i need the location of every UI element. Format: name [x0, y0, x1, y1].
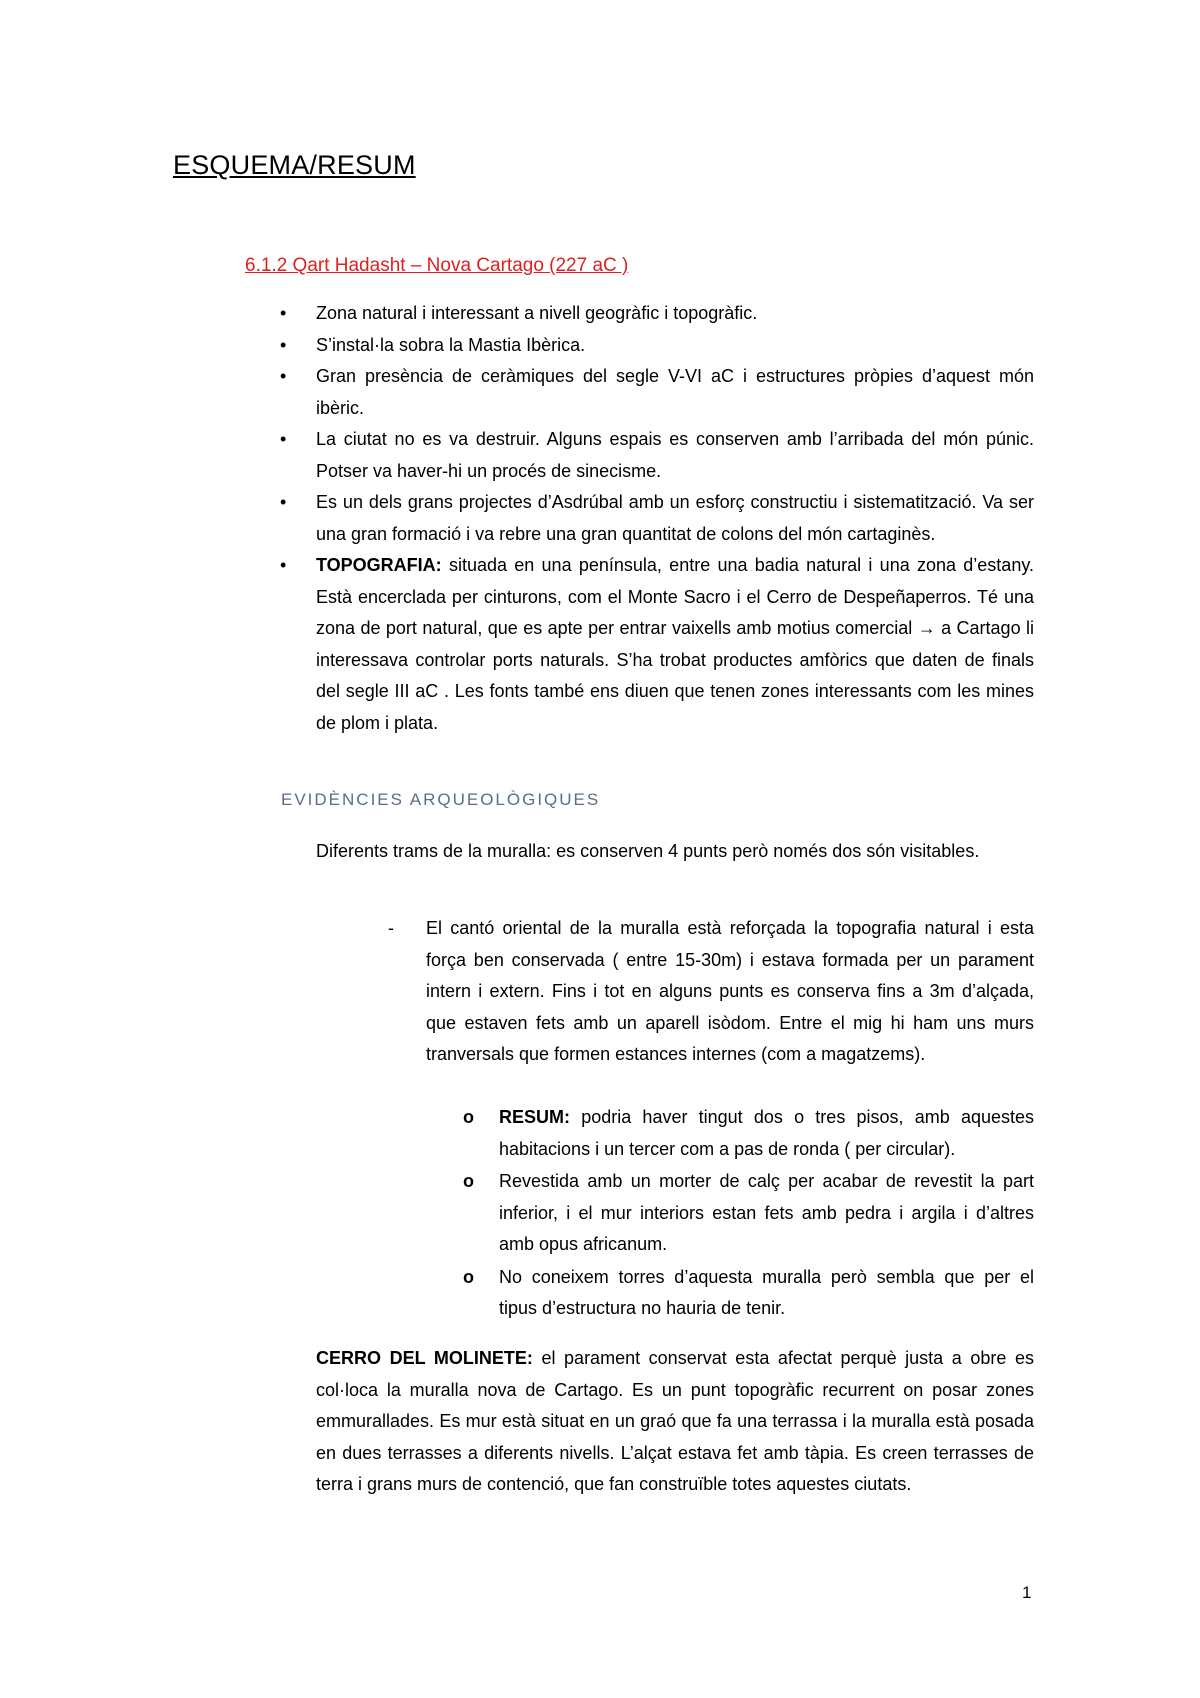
list-item: • Es un dels grans projectes d’Asdrúbal amb un esforç constructiu i sistematització. Va ser una gran formació i va rebre una gran quantitat de colons del món cartaginès. [316, 487, 1034, 550]
bullet-list [316, 298, 1034, 739]
subsection-heading: EVIDÈNCIES ARQUEOLÒGIQUES [281, 790, 601, 809]
page-title: ESQUEMA/RESUM [173, 150, 416, 180]
molinete-paragraph: CERRO DEL MOLINETE: el parament conservat esta afectat perquè justa a obre es col·loca la muralla nova de Cartago. Es un punt topogràfic recurrent on posar zones emmurallades. Es mur està situat en un graó que fa una terrassa i la muralla està posada en dues terrasses a diferents nivells. L’alçat estava fet amb tàpia. Es creen terrasses de terra i grans murs de contenció, que fan construïble totes aquestes ciutats. [316, 1348, 1035, 1494]
list-item: • Zona natural i interessant a nivell geogràfic i topogràfic. [316, 298, 1034, 330]
list-item: o RESUM: podria haver tingut dos o tres pisos, amb aquestes habitacions i un tercer com a pas de ronda ( per circular). [499, 1102, 1034, 1165]
dash-marker: - [388, 918, 394, 938]
list-item: • S’instal·la sobra la Mastia Ibèrica. [316, 330, 1034, 362]
list-item: • La ciutat no es va destruir. Alguns espais es conserven amb l’arribada del món púnic. Potser va haver-hi un procés de sinecisme. [316, 424, 1034, 487]
dash-list-item: El cantó oriental de la muralla està reforçada la topografia natural i esta força ben conservada ( entre 15-30m) i estava formada per un parament intern i extern. Fins i tot en alguns punts es conserva fins a 3m d’alçada, que estaven fets amb un aparell isòdom. Entre el mig hi ham uns murs tranversals que formen estances internes (com a magatzems). [426, 918, 1034, 1064]
section-heading: 6.1.2 Qart Hadasht – Nova Cartago (227 aC ) [245, 255, 629, 276]
list-item: • TOPOGRAFIA: situada en una península, entre una badia natural i una zona d’estany. Està encerclada per cinturons, com el Monte Sacro i el Cerro de Despeñaperros. Té una zona de port natural, que es apte per entrar vaixells amb motius comercial → a Cartago li interessava controlar ports naturals. S’ha trobat productes amfòrics que daten de finals del segle III aC . Les fonts també ens diuen que tenen zones interessants com les mines de plom i plata. [316, 550, 1034, 739]
sub-bullet-list [499, 1102, 1034, 1326]
walls-intro-paragraph: Diferents trams de la muralla: es conserven 4 punts però només dos són visitables. [316, 841, 980, 861]
list-item: o No coneixem torres d’aquesta muralla però sembla que per el tipus d’estructura no hauria de tenir. [499, 1262, 1034, 1325]
list-item: • Gran presència de ceràmiques del segle V-VI aC i estructures pròpies d’aquest món ibèric. [316, 361, 1034, 424]
page-number: 1 [1022, 1583, 1032, 1602]
list-item: o Revestida amb un morter de calç per acabar de revestit la part inferior, i el mur interiors estan fets amb pedra i argila i d’altres amb opus africanum. [499, 1166, 1034, 1261]
